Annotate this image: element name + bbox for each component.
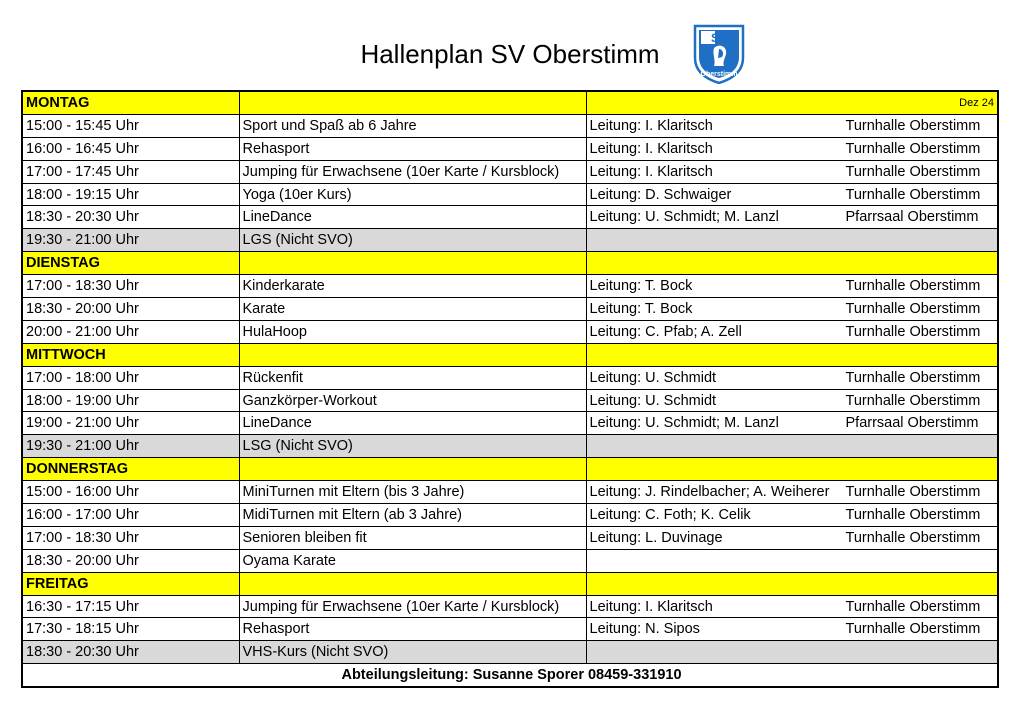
footer-contact: Abteilungsleitung: Susanne Sporer 08459-331910 <box>22 664 998 687</box>
info-cell <box>586 275 998 298</box>
place-text: Turnhalle Oberstimm <box>845 506 981 523</box>
info-cell <box>586 298 998 321</box>
place-text: Turnhalle Oberstimm <box>845 278 981 295</box>
place-text: Turnhalle Oberstimm <box>845 598 981 615</box>
time-cell: 18:00 - 19:00 Uhr <box>22 389 239 412</box>
schedule-row <box>22 114 998 137</box>
schedule-row <box>22 137 998 160</box>
day-header-info <box>586 252 998 275</box>
day-name: FREITAG <box>22 572 239 595</box>
day-name: MONTAG <box>22 91 239 114</box>
schedule-row <box>22 435 998 458</box>
time-cell: 19:00 - 21:00 Uhr <box>22 412 239 435</box>
course-cell: LineDance <box>239 412 586 435</box>
day-header-info <box>586 91 998 114</box>
day-header-empty <box>239 252 586 275</box>
info-cell <box>586 229 998 252</box>
course-cell: Senioren bleiben fit <box>239 526 586 549</box>
schedule-row <box>22 183 998 206</box>
time-cell: 18:30 - 20:00 Uhr <box>22 298 239 321</box>
course-cell: LGS (Nicht SVO) <box>239 229 586 252</box>
leader-text: Leitung: N. Sipos <box>589 621 700 638</box>
course-cell: Jumping für Erwachsene (10er Karte / Kursblock) <box>239 595 586 618</box>
time-cell: 16:00 - 17:00 Uhr <box>22 504 239 527</box>
leader-text: Leitung: I. Klaritsch <box>589 163 713 180</box>
leader-text: Leitung: L. Duvinage <box>589 529 723 546</box>
time-cell: 20:00 - 21:00 Uhr <box>22 320 239 343</box>
schedule-row <box>22 641 998 664</box>
leader-text: Leitung: U. Schmidt <box>589 392 717 409</box>
info-cell <box>586 389 998 412</box>
info-cell <box>586 481 998 504</box>
schedule-row <box>22 275 998 298</box>
day-header-empty <box>239 343 586 366</box>
info-cell <box>586 412 998 435</box>
time-cell: 19:30 - 21:00 Uhr <box>22 229 239 252</box>
time-cell: 16:00 - 16:45 Uhr <box>22 137 239 160</box>
time-cell: 17:30 - 18:15 Uhr <box>22 618 239 641</box>
leader-text: Leitung: C. Foth; K. Celik <box>589 506 751 523</box>
time-cell: 17:00 - 18:30 Uhr <box>22 526 239 549</box>
info-cell <box>586 641 998 664</box>
course-cell: VHS-Kurs (Nicht SVO) <box>239 641 586 664</box>
leader-text: Leitung: C. Pfab; A. Zell <box>589 323 742 340</box>
day-header-row <box>22 458 998 481</box>
course-cell: Kinderkarate <box>239 275 586 298</box>
club-logo <box>692 24 746 84</box>
place-text: Turnhalle Oberstimm <box>845 369 981 386</box>
schedule-row <box>22 298 998 321</box>
time-cell: 18:00 - 19:15 Uhr <box>22 183 239 206</box>
time-cell: 18:30 - 20:30 Uhr <box>22 641 239 664</box>
course-cell: Rückenfit <box>239 366 586 389</box>
time-cell: 18:30 - 20:00 Uhr <box>22 549 239 572</box>
footer-row <box>22 664 998 687</box>
logo-text-top: SV <box>710 31 728 45</box>
day-name: DONNERSTAG <box>22 458 239 481</box>
schedule-row <box>22 526 998 549</box>
schedule-row <box>22 549 998 572</box>
day-header-info <box>586 343 998 366</box>
schedule-row <box>22 160 998 183</box>
info-cell <box>586 206 998 229</box>
time-cell: 16:30 - 17:15 Uhr <box>22 595 239 618</box>
course-cell: MidiTurnen mit Eltern (ab 3 Jahre) <box>239 504 586 527</box>
page-title <box>0 36 1020 72</box>
info-cell <box>586 504 998 527</box>
schedule-row <box>22 229 998 252</box>
day-header-row <box>22 91 998 114</box>
place-text: Turnhalle Oberstimm <box>845 323 981 340</box>
schedule-row <box>22 389 998 412</box>
schedule-row <box>22 366 998 389</box>
course-cell: Ganzkörper-Workout <box>239 389 586 412</box>
info-cell <box>586 618 998 641</box>
course-cell: Rehasport <box>239 137 586 160</box>
leader-text: Leitung: U. Schmidt <box>589 369 717 386</box>
schedule-row <box>22 504 998 527</box>
leader-text: Leitung: D. Schwaiger <box>589 186 732 203</box>
info-cell <box>586 366 998 389</box>
leader-text: Leitung: I. Klaritsch <box>589 598 713 615</box>
place-text: Turnhalle Oberstimm <box>845 117 981 134</box>
time-cell: 18:30 - 20:30 Uhr <box>22 206 239 229</box>
info-cell <box>586 137 998 160</box>
day-header-row <box>22 252 998 275</box>
schedule-table <box>21 90 999 688</box>
place-text: Pfarrsaal Oberstimm <box>845 415 979 432</box>
day-header-row <box>22 572 998 595</box>
schedule-row <box>22 412 998 435</box>
info-cell <box>586 526 998 549</box>
day-header-empty <box>239 458 586 481</box>
leader-text: Leitung: U. Schmidt; M. Lanzl <box>589 209 779 226</box>
place-text: Pfarrsaal Oberstimm <box>845 209 979 226</box>
info-cell <box>586 114 998 137</box>
course-cell: MiniTurnen mit Eltern (bis 3 Jahre) <box>239 481 586 504</box>
info-cell <box>586 320 998 343</box>
info-cell <box>586 435 998 458</box>
time-cell: 17:00 - 17:45 Uhr <box>22 160 239 183</box>
logo-text-bottom: Oberstimm <box>700 71 738 78</box>
day-name: DIENSTAG <box>22 252 239 275</box>
course-cell: Yoga (10er Kurs) <box>239 183 586 206</box>
info-cell <box>586 595 998 618</box>
course-cell: LSG (Nicht SVO) <box>239 435 586 458</box>
day-header-empty <box>239 572 586 595</box>
course-cell: Rehasport <box>239 618 586 641</box>
course-cell: HulaHoop <box>239 320 586 343</box>
place-text: Turnhalle Oberstimm <box>845 186 981 203</box>
schedule-row <box>22 618 998 641</box>
day-header-info <box>586 572 998 595</box>
schedule-row <box>22 320 998 343</box>
leader-text: Leitung: I. Klaritsch <box>589 140 713 157</box>
course-cell: Jumping für Erwachsene (10er Karte / Kursblock) <box>239 160 586 183</box>
time-cell: 15:00 - 15:45 Uhr <box>22 114 239 137</box>
leader-text: Leitung: T. Bock <box>589 278 693 295</box>
place-text: Turnhalle Oberstimm <box>845 140 981 157</box>
course-cell: Karate <box>239 298 586 321</box>
place-text: Turnhalle Oberstimm <box>845 529 981 546</box>
time-cell: 17:00 - 18:30 Uhr <box>22 275 239 298</box>
month-label: Dez 24 <box>959 96 994 109</box>
course-cell: LineDance <box>239 206 586 229</box>
day-name: MITTWOCH <box>22 343 239 366</box>
course-cell: Oyama Karate <box>239 549 586 572</box>
time-cell: 15:00 - 16:00 Uhr <box>22 481 239 504</box>
info-cell <box>586 549 998 572</box>
place-text: Turnhalle Oberstimm <box>845 621 981 638</box>
time-cell: 19:30 - 21:00 Uhr <box>22 435 239 458</box>
page-title-text: Hallenplan SV Oberstimm <box>360 39 660 69</box>
leader-text: Leitung: I. Klaritsch <box>589 117 713 134</box>
place-text: Turnhalle Oberstimm <box>845 484 981 501</box>
place-text: Turnhalle Oberstimm <box>845 163 981 180</box>
day-header-info <box>586 458 998 481</box>
place-text: Turnhalle Oberstimm <box>845 300 981 317</box>
leader-text: Leitung: T. Bock <box>589 300 693 317</box>
course-cell: Sport und Spaß ab 6 Jahre <box>239 114 586 137</box>
time-cell: 17:00 - 18:00 Uhr <box>22 366 239 389</box>
schedule-row <box>22 595 998 618</box>
leader-text: Leitung: J. Rindelbacher; A. Weiherer <box>589 484 830 501</box>
schedule-row <box>22 206 998 229</box>
day-header-row <box>22 343 998 366</box>
schedule-row <box>22 481 998 504</box>
schedule-body <box>22 91 998 687</box>
leader-text: Leitung: U. Schmidt; M. Lanzl <box>589 415 779 432</box>
info-cell <box>586 183 998 206</box>
info-cell <box>586 160 998 183</box>
day-header-empty <box>239 91 586 114</box>
place-text: Turnhalle Oberstimm <box>845 392 981 409</box>
